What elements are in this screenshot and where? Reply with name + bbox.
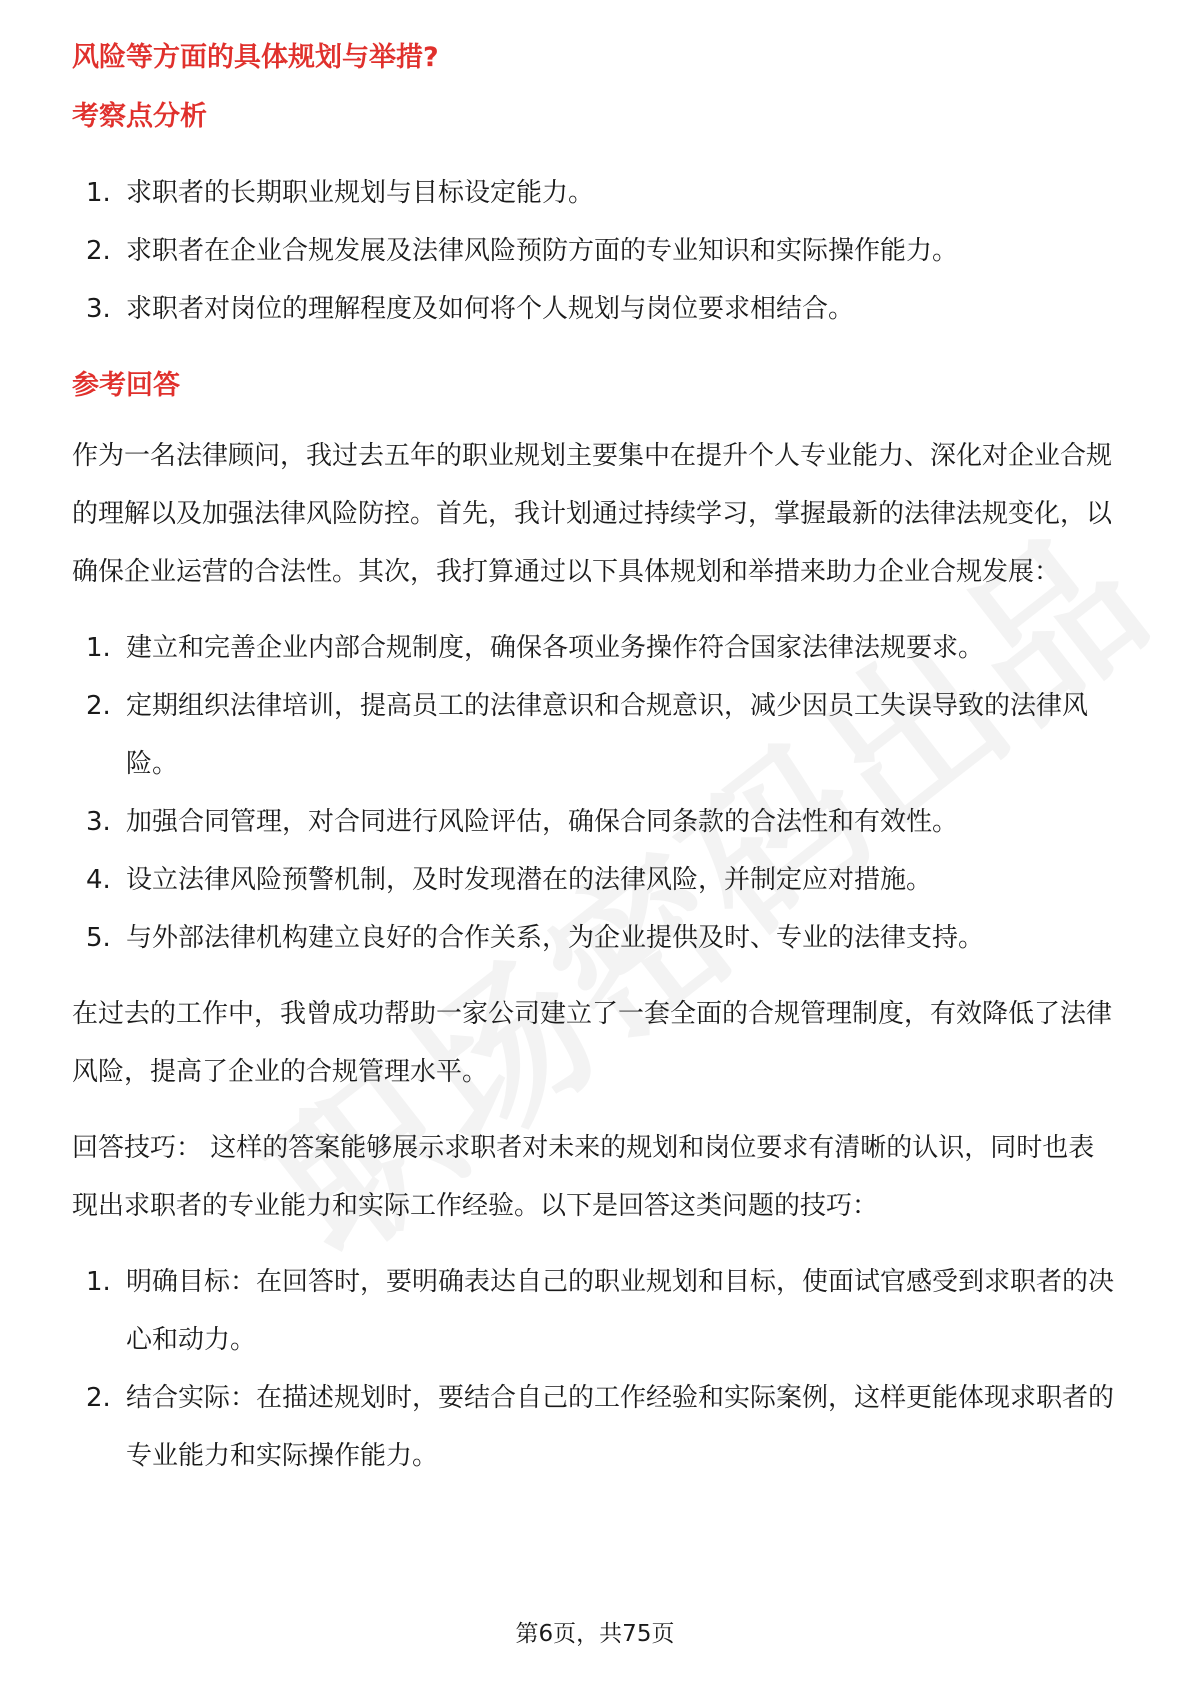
page-title: 风险等方面的具体规划与举措? — [72, 42, 439, 73]
tips-list — [72, 1253, 1118, 1485]
analysis-list — [72, 164, 1118, 338]
list-item: 1. 建立和完善企业内部合规制度，确保各项业务操作符合国家法律法规要求。 — [86, 633, 985, 664]
list-item: 2. 求职者在企业合规发展及法律风险预防方面的专业知识和实际操作能力。 — [86, 236, 959, 267]
list-item: 2. 结合实际：在描述规划时，要结合自己的工作经验和实际案例，这样更能体现求职者的专业能力和实际操作能力。 — [86, 1383, 1115, 1472]
list-item: 4. 设立法律风险预警机制，及时发现潜在的法律风险，并制定应对措施。 — [86, 865, 933, 896]
document-page — [72, 40, 1118, 1503]
list-item: 3. 加强合同管理，对合同进行风险评估，确保合同条款的合法性和有效性。 — [86, 807, 959, 838]
answer-intro: 作为一名法律顾问，我过去五年的职业规划主要集中在提升个人专业能力、深化对企业合规的理解以及加强法律风险防控。首先，我计划通过持续学习，掌握最新的法律法规变化，以确保企业运营的合法性。其次，我打算通过以下具体规划和举措来助力企业合规发展： — [72, 441, 1113, 588]
analysis-heading: 考察点分析 — [72, 101, 207, 133]
list-item: 1. 明确目标：在回答时，要明确表达自己的职业规划和目标，使面试官感受到求职者的决心和动力。 — [86, 1267, 1115, 1356]
answer-list — [72, 619, 1118, 967]
list-item: 1. 求职者的长期职业规划与目标设定能力。 — [86, 178, 595, 209]
tips-intro: 回答技巧： 这样的答案能够展示求职者对未来的规划和岗位要求有清晰的认识，同时也表现出求职者的专业能力和实际工作经验。以下是回答这类问题的技巧： — [72, 1133, 1095, 1222]
list-item: 5. 与外部法律机构建立良好的合作关系，为企业提供及时、专业的法律支持。 — [86, 923, 985, 954]
experience-paragraph: 在过去的工作中，我曾成功帮助一家公司建立了一套全面的合规管理制度，有效降低了法律风险，提高了企业的合规管理水平。 — [72, 999, 1113, 1088]
list-item: 3. 求职者对岗位的理解程度及如何将个人规划与岗位要求相结合。 — [86, 294, 855, 325]
spacer — [72, 1101, 1118, 1119]
list-item: 2. 定期组织法律培训，提高员工的法律意识和合规意识，减少因员工失误导致的法律风险。 — [86, 691, 1089, 780]
page-footer: 第6页，共75页 — [515, 1621, 675, 1647]
answer-heading: 参考回答 — [72, 370, 180, 402]
